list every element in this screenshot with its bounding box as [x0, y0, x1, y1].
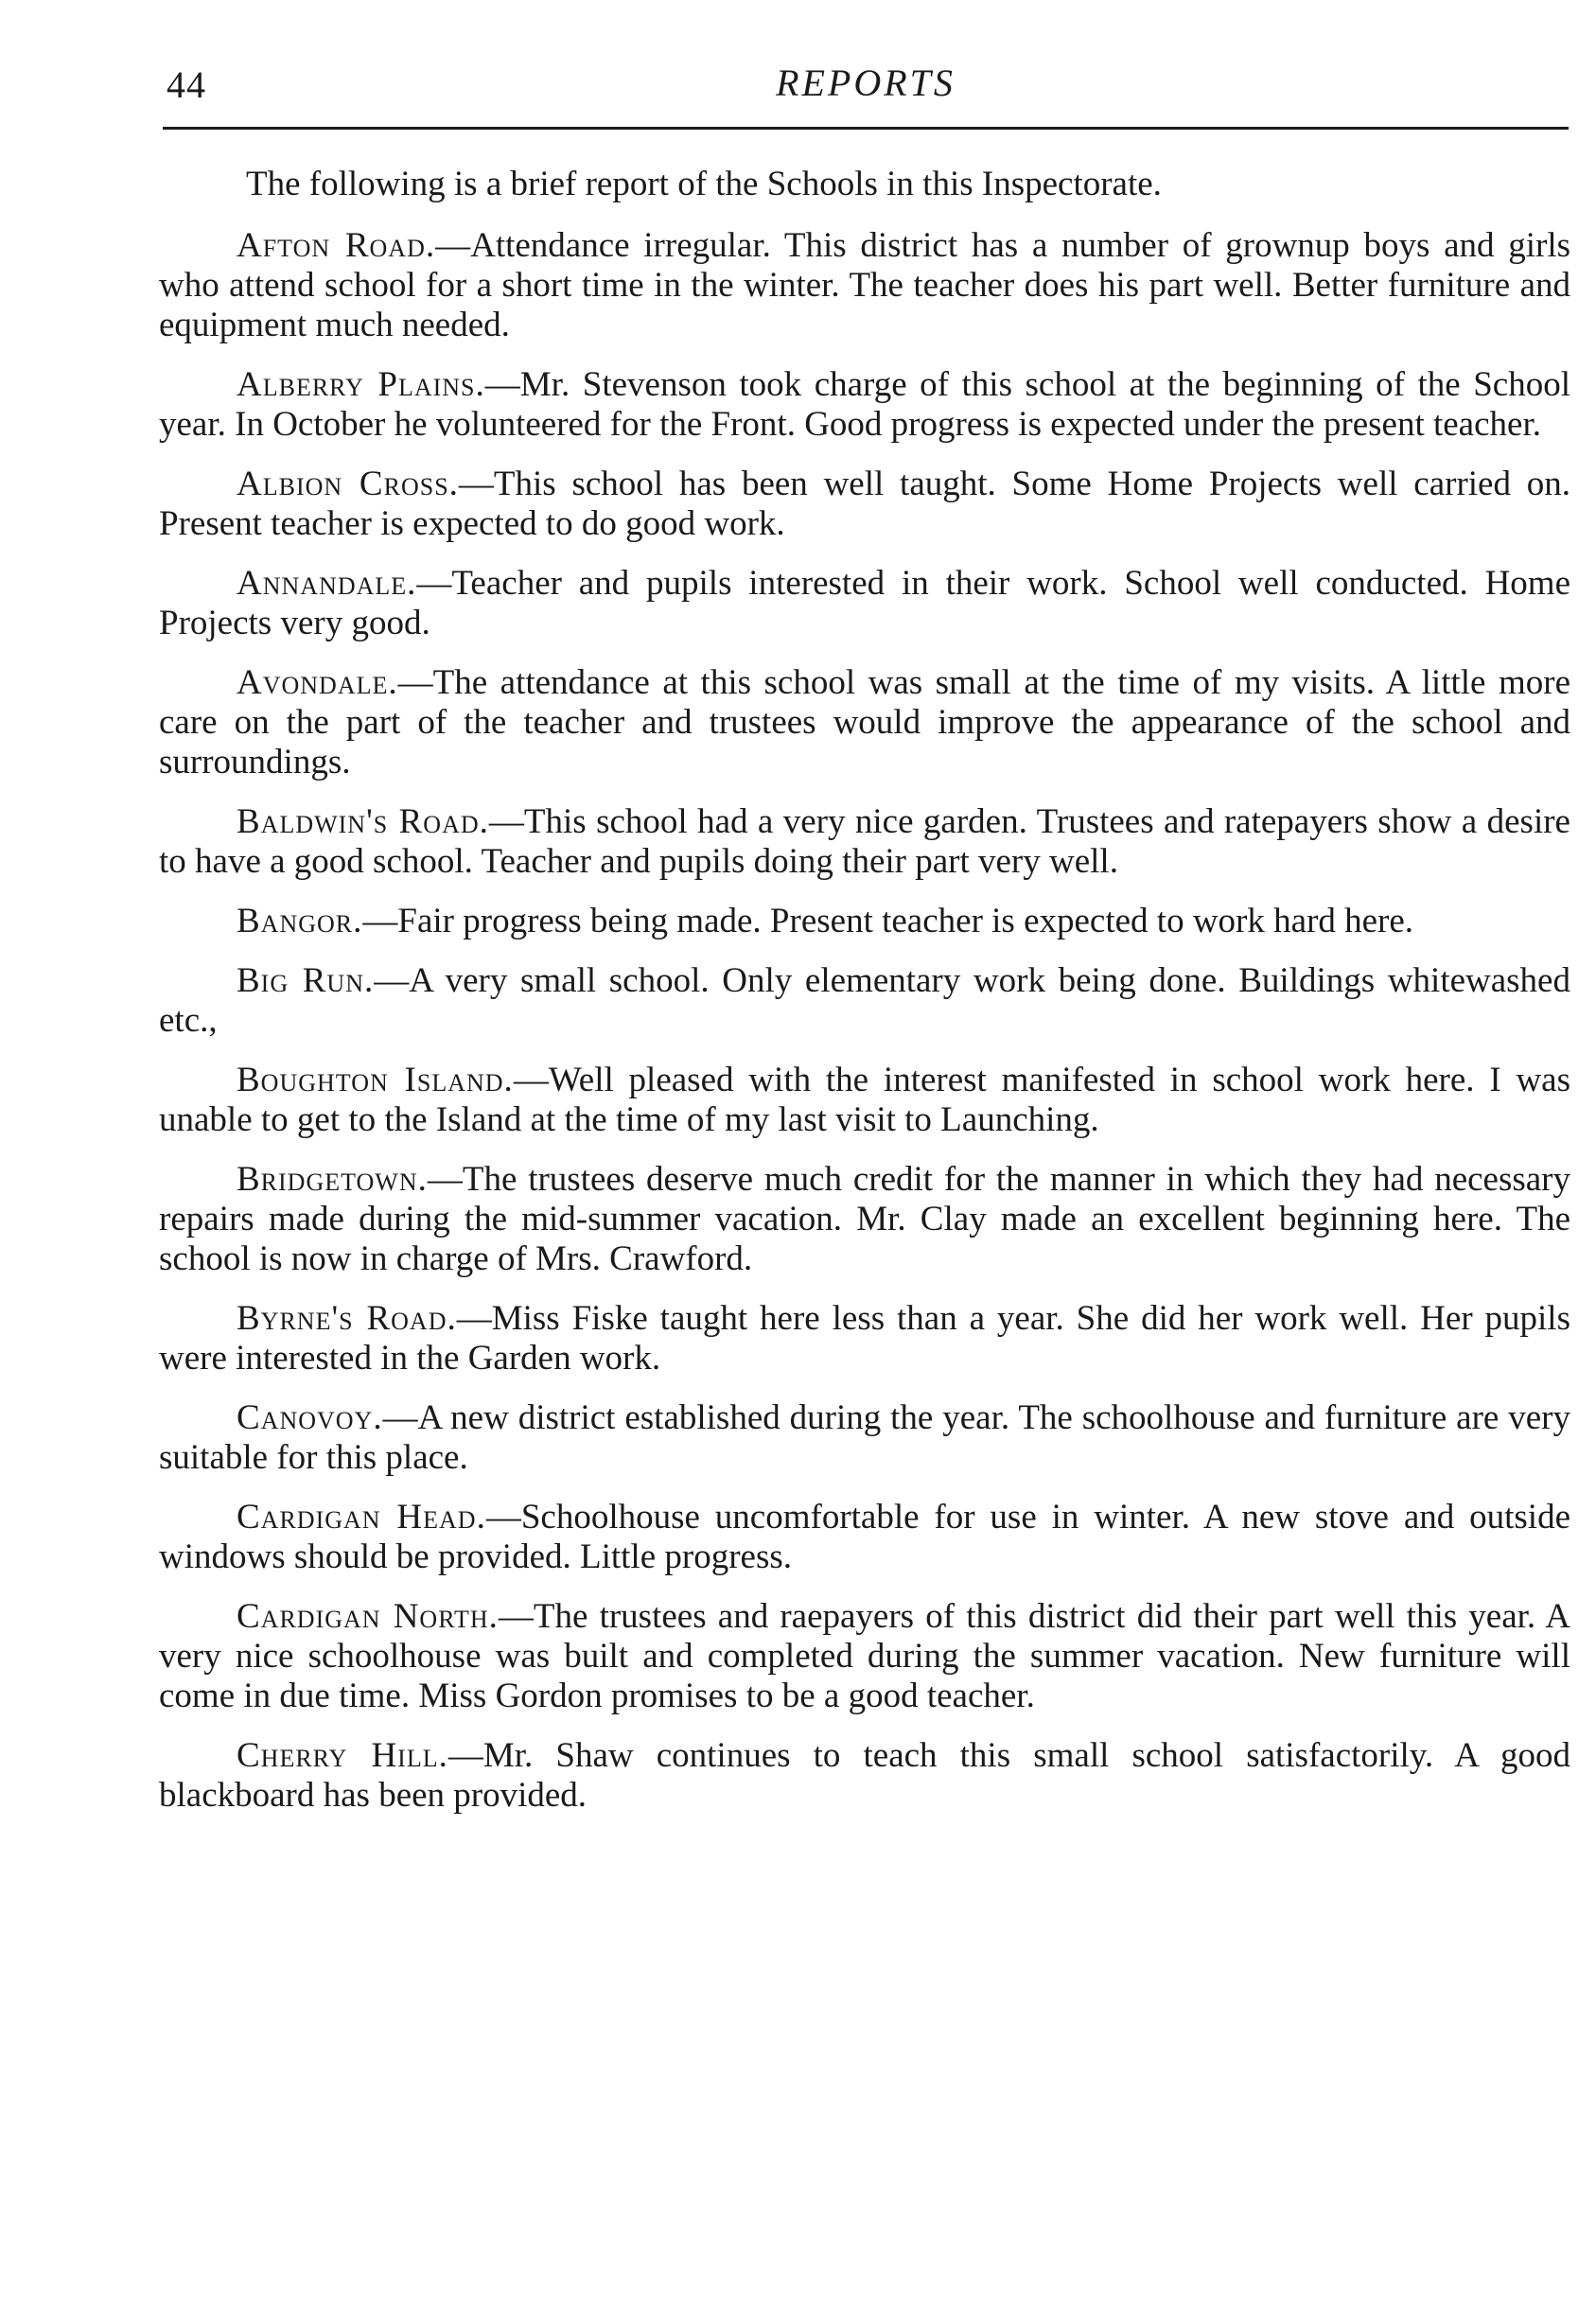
- school-report: —This school has been well taught. Some Home Projects well carried on. Present teacher is expected to do good work.: [159, 465, 1570, 543]
- school-entry-baldwins-road: [159, 802, 1570, 882]
- school-report: —Miss Fiske taught here less than a year. She did her work well. Her pupils were interested in the Garden work.: [159, 1299, 1570, 1378]
- school-entry-afton-road: [159, 226, 1570, 345]
- school-report: —The trustees and raepayers of this district did their part well this year. A very nice schoolhouse was built and completed during the summer vacation. New furniture will come in due time. Miss Gordon promises to be a good teacher.: [159, 1597, 1570, 1715]
- school-entry-boughton-island: [159, 1061, 1570, 1140]
- school-report: —Attendance irregular. This district has a number of grownup boys and girls who attend school for a short time in the winter. The teacher does his part well. Better furniture and equipment much needed.: [159, 226, 1570, 344]
- school-name: Alberry Plains.: [237, 365, 485, 404]
- school-name: Cardigan North.: [237, 1597, 499, 1636]
- school-report: —Schoolhouse uncomfortable for use in winter. A new stove and outside windows should be provided. Little progress.: [159, 1498, 1571, 1576]
- school-entry-annandale: [159, 564, 1570, 643]
- school-entry-cardigan-north: [159, 1597, 1570, 1716]
- school-name: Cherry Hill.: [237, 1736, 448, 1775]
- school-name: Boughton Island.: [237, 1061, 514, 1099]
- school-entry-byrnes-road: [159, 1299, 1570, 1379]
- school-name: Bridgetown.: [237, 1160, 428, 1199]
- school-name: Big Run.: [237, 961, 375, 1000]
- page-number: 44: [167, 63, 206, 106]
- school-entry-alberry-plains: [159, 365, 1570, 445]
- school-entry-cherry-hill: [159, 1736, 1570, 1816]
- school-report: —A new district established during the year. The schoolhouse and furniture are very suitable for this place.: [159, 1398, 1570, 1477]
- school-report: —This school had a very nice garden. Trustees and ratepayers show a desire to have a good school. Teacher and pupils doing their part very well.: [159, 802, 1570, 881]
- school-name: Canovoy.: [237, 1398, 383, 1437]
- school-report: —Fair progress being made. Present teacher is expected to work hard here.: [362, 902, 1414, 940]
- page-header: [163, 59, 1569, 125]
- school-name: Cardigan Head.: [237, 1498, 486, 1537]
- school-name: Avondale.: [237, 663, 398, 702]
- report-body: [159, 165, 1570, 1836]
- school-name: Annandale.: [237, 564, 417, 603]
- school-name: Afton Road.: [237, 226, 436, 265]
- school-report: —The attendance at this school was small at the time of my visits. A little more care on the part of the teacher and trustees would improve the appearance of the school and surroundings.: [159, 663, 1570, 782]
- school-entry-bangor: [159, 902, 1570, 941]
- running-head: REPORTS: [776, 61, 956, 104]
- school-entry-canovoy: [159, 1398, 1570, 1478]
- school-report: —Mr. Shaw continues to teach this small school satisfactorily. A good blackboard has been provided.: [159, 1736, 1570, 1815]
- school-entry-big-run: [159, 961, 1570, 1041]
- school-name: Bangor.: [237, 902, 363, 940]
- school-report: —The trustees deserve much credit for the manner in which they had necessary repairs made during the mid-summer vacation. Mr. Clay made an excellent beginning here. The school is now in charge of Mrs. Crawford.: [159, 1160, 1570, 1278]
- school-entry-bridgetown: [159, 1160, 1570, 1279]
- school-entry-avondale: [159, 663, 1570, 782]
- school-report: —Well pleased with the interest manifested in school work here. I was unable to get to the Island at the time of my last visit to Launching.: [159, 1061, 1570, 1139]
- school-entry-cardigan-head: [159, 1498, 1570, 1577]
- school-report: —Teacher and pupils interested in their work. School well conducted. Home Projects very good.: [159, 564, 1570, 642]
- intro-paragraph: The following is a brief report of the Schools in this Inspectorate.: [246, 165, 1162, 203]
- school-report: —Mr. Stevenson took charge of this school at the beginning of the School year. In October he volunteered for the Front. Good progress is expected under the present teacher.: [159, 365, 1570, 444]
- school-name: Byrne's Road.: [237, 1299, 457, 1338]
- school-name: Baldwin's Road.: [237, 802, 489, 841]
- header-rule: [163, 127, 1569, 130]
- school-entry-albion-cross: [159, 465, 1570, 544]
- school-name: Albion Cross.: [237, 465, 459, 503]
- school-report: —A very small school. Only elementary work being done. Buildings whitewashed etc.,: [159, 961, 1570, 1040]
